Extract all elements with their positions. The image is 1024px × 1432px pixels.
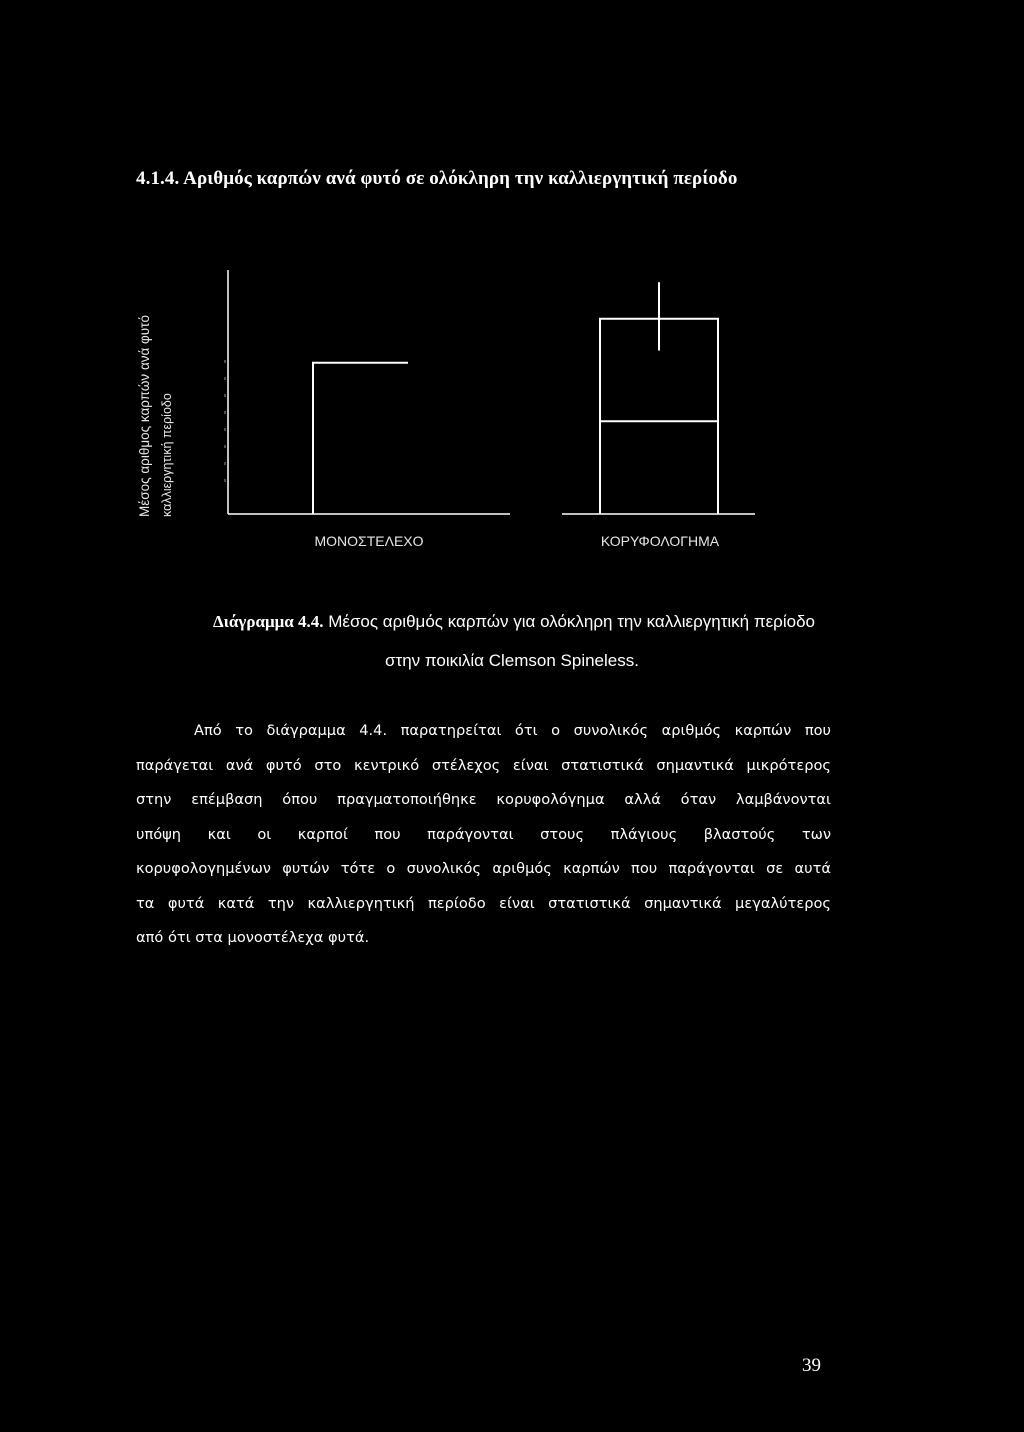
y-axis-label-line-2: καλλιεργητική περίοδο [160, 393, 174, 517]
figure-caption-label: Διάγραμμα 4.4. [213, 612, 324, 631]
category-label-0: ΜΟΝΟΣΤΕΛΕΧΟ [314, 533, 424, 549]
section-heading: 4.1.4. Αριθμός καρπών ανά φυτό σε ολόκληρη την καλλιεργητική περίοδο [136, 168, 738, 189]
body-paragraph [136, 714, 831, 956]
paragraph-line: υπόψη και οι καρποί που παράγονται στους πλάγιους βλαστούς των [136, 825, 831, 843]
bar-1-segment-0 [600, 421, 718, 514]
figure-caption [2, 612, 1024, 632]
paragraph-line: τα φυτά κατά την καλλιεργητική περίοδο είναι στατιστικά σημαντικά μεγαλύτερος [136, 894, 831, 912]
paragraph-line: στην επέμβαση όπου πραγματοποιήθηκε κορυφολόγημα αλλά όταν λαμβάνονται [136, 791, 831, 808]
paragraph-line: κορυφολογημένων φυτών τότε ο συνολικός αριθμός καρπών που παράγονται σε αυτά [136, 860, 831, 877]
paragraph-line: παράγεται ανά φυτό στο κεντρικό στέλεχος είναι στατιστικά σημαντικά μικρότερος [136, 756, 831, 774]
chart-plot-area [130, 262, 890, 562]
paragraph-line: από ότι στα μονοστέλεχα φυτά. [136, 929, 370, 946]
category-label-1: ΚΟΡΥΦΟΛΟΓΗΜΑ [600, 533, 720, 549]
figure-caption-text: Μέσος αριθμός καρπών για ολόκληρη την καλλιεργητική περίοδο [328, 612, 815, 631]
bar-0-segment-0 [313, 363, 408, 514]
page-number: 39 [802, 1355, 821, 1376]
y-axis-label-line-1: Μέσος αριθμος καρπών ανά φυτό [137, 314, 152, 517]
paragraph-line: Από το διάγραμμα 4.4. παρατηρείται ότι ο συνολικός αριθμός καρπών που [194, 722, 831, 739]
figure-caption-line-2: στην ποικιλία Clemson Spineless. [385, 651, 639, 670]
bar-chart [130, 262, 890, 562]
